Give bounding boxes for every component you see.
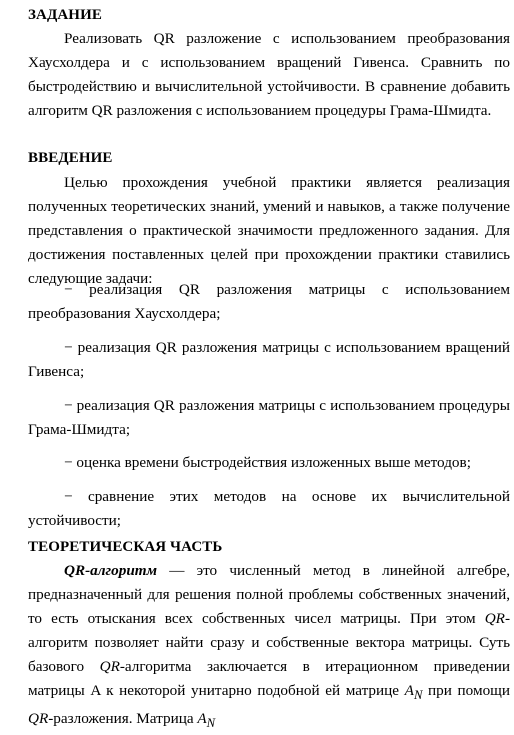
matrix-symbol: A (197, 710, 207, 728)
term-qr-algorithm: QR-алгоритм (64, 562, 158, 579)
section-heading-theory: ТЕОРЕТИЧЕСКАЯ ЧАСТЬ (28, 539, 223, 555)
task-list-item: − реализация QR разложения матрицы с использованием преобразования Хаусхолдера; (28, 281, 510, 322)
section-heading-zadanie: ЗАДАНИЕ (28, 7, 102, 23)
qr-term: QR (99, 658, 120, 675)
theory-text: -разложения. Матрица (48, 710, 198, 728)
theory-text: -алгоритма заключается в итерационном приведении матрицы A к некоторой унитарно подобной ей матрице (28, 658, 510, 699)
theory-paragraph (28, 559, 510, 735)
task-list-item: − сравнение этих методов на основе их вычислительной устойчивости; (28, 488, 510, 529)
matrix-symbol: A (404, 682, 414, 699)
task-list-item: − оценка времени быстродействия изложенных выше методов; (64, 454, 471, 471)
qr-term: QR (484, 610, 505, 627)
task-list-item: − реализация QR разложения матрицы с использованием вращений Гивенса; (28, 339, 510, 380)
matrix-subscript: N (206, 716, 216, 731)
zadanie-paragraph: Реализовать QR разложение с использованием преобразования Хаусхолдера и с использованием вращений Гивенса. Сравнить по быстродействию и вычислительной устойчивости. В сравнение добавить алгоритм QR разложения с использованием процедуры Грама-Шмидта. (28, 30, 510, 119)
qr-term: QR (28, 710, 49, 728)
theory-text: -алгоритм позволяет найти сразу и собственные вектора матрицы. Суть базового (28, 610, 510, 675)
task-list-item: − реализация QR разложения матрицы с использованием процедуры Грама-Шмидта; (28, 397, 510, 438)
theory-text: при помощи (422, 682, 511, 699)
vvedenie-paragraph: Целью прохождения учебной практики является реализация полученных теоретических знаний, умений и навыков, а также получение представления о практической значимости предложенного задания. Для достижения поставленных целей при прохождении практики ставились следующие задачи: (28, 174, 510, 287)
section-heading-vvedenie: ВВЕДЕНИЕ (28, 150, 113, 166)
theory-text: — это численный метод в линейной алгебре, предназначенный для решения полной проблемы собственных значений, то есть отыскания всех собственных чисел матрицы. При этом (28, 562, 510, 627)
matrix-subscript: N (413, 688, 423, 703)
